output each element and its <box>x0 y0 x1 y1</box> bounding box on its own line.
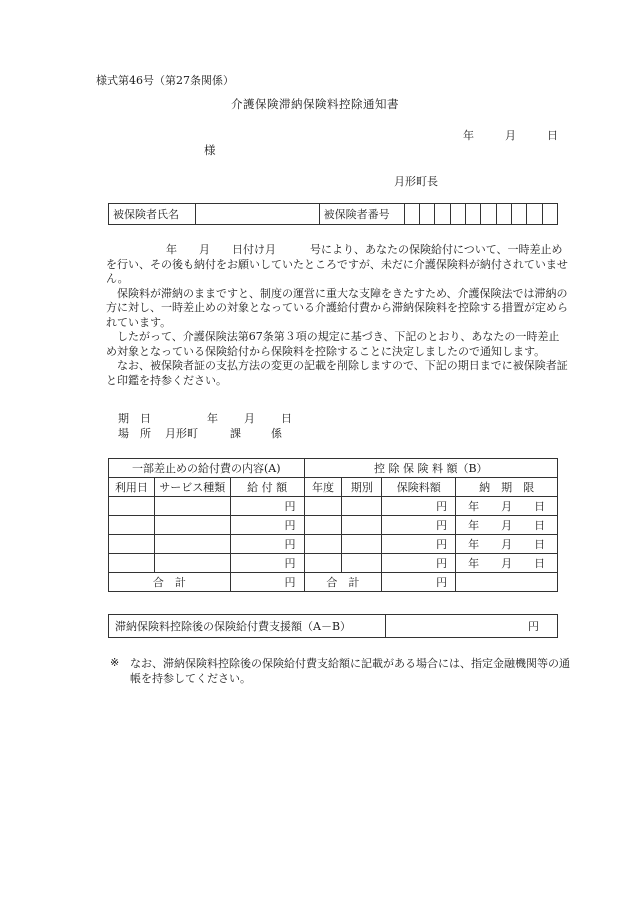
section-b-header: 控 除 保 険 料 額（B） <box>304 459 557 478</box>
benefit-amount-cell[interactable] <box>230 554 304 573</box>
due-month: 月 <box>501 537 513 551</box>
service-cell[interactable] <box>154 554 230 573</box>
total-a-amount[interactable] <box>230 573 304 592</box>
fiscal-year-cell[interactable] <box>304 516 342 535</box>
table-row <box>109 535 558 554</box>
schedule-month: 月 <box>244 412 255 425</box>
insured-number-digit[interactable] <box>435 204 450 225</box>
period-cell[interactable] <box>342 554 382 573</box>
fiscal-year-cell[interactable] <box>304 497 342 516</box>
use-date-cell[interactable] <box>109 554 155 573</box>
body-paragraph-1 <box>106 243 570 287</box>
body-p1-rest: 号により、あなたの保険給付について、一時差止めを行い、その後も納付をお願いしていたところですが、未だに介護保険料が納付されていません。 <box>106 243 568 285</box>
use-date-cell[interactable] <box>109 535 155 554</box>
addressee-suffix: 様 <box>204 143 216 157</box>
yen-unit: 円 <box>436 499 448 513</box>
body-paragraph-2: 保険料が滞納のままですと、制度の運営に重大な支障をきたすため、介護保険法では滞納の方に対し、一時差止めの対象となっている介護給付費から滞納保険料を控除する措置が定められています。 <box>106 286 568 329</box>
table-row <box>109 554 558 573</box>
col-benefit-amount: 給 付 額 <box>230 478 304 497</box>
due-year: 年 <box>468 556 480 570</box>
yen-unit: 円 <box>284 575 296 589</box>
notice-body <box>106 243 570 388</box>
insured-number-digit[interactable] <box>404 204 419 225</box>
benefit-amount-cell[interactable] <box>230 497 304 516</box>
table-row <box>109 516 558 535</box>
net-benefit-table <box>108 614 558 638</box>
form-number: 様式第46号（第27条関係） <box>96 74 234 87</box>
schedule-year: 年 <box>207 412 218 425</box>
issue-date-day: 日 <box>547 129 558 142</box>
due-date-cell[interactable] <box>456 535 558 554</box>
issue-date <box>463 127 558 143</box>
body-paragraph-4: なお、被保険者証の支払方法の変更の記載を削除しますので、下記の期日までに被保険者証と印鑑を持参ください。 <box>106 359 568 387</box>
insured-person-table <box>108 203 558 225</box>
insured-number-digit[interactable] <box>527 204 542 225</box>
schedule-date-row <box>118 412 292 427</box>
service-cell[interactable] <box>154 516 230 535</box>
yen-unit: 円 <box>436 537 448 551</box>
insured-number-digit[interactable] <box>465 204 480 225</box>
insured-number-digit[interactable] <box>481 204 496 225</box>
document-title: 介護保険滞納保険料控除通知書 <box>231 97 399 111</box>
insured-number-label: 被保険者番号 <box>319 204 404 225</box>
col-service-type: サービス種類 <box>154 478 230 497</box>
premium-amount-cell[interactable] <box>382 516 456 535</box>
body-date-ref: 日付け月 <box>232 243 276 256</box>
appointment-schedule <box>118 412 292 441</box>
due-day: 日 <box>534 518 546 532</box>
net-benefit-label: 滞納保険料控除後の保険給付費支援額（A－B） <box>109 615 386 638</box>
due-year: 年 <box>468 518 480 532</box>
yen-unit: 円 <box>436 518 448 532</box>
yen-unit: 円 <box>436 556 448 570</box>
note-mark: ※ <box>110 656 120 669</box>
premium-amount-cell[interactable] <box>382 535 456 554</box>
schedule-section: 課 <box>230 426 241 440</box>
insured-number-digit[interactable] <box>511 204 526 225</box>
total-b-amount[interactable] <box>382 573 456 592</box>
yen-unit: 円 <box>284 499 296 513</box>
issue-date-month: 月 <box>505 129 516 142</box>
service-cell[interactable] <box>154 497 230 516</box>
benefit-amount-cell[interactable] <box>230 535 304 554</box>
fiscal-year-cell[interactable] <box>304 535 342 554</box>
insured-number-digit[interactable] <box>542 204 557 225</box>
due-date-cell[interactable] <box>456 554 558 573</box>
issue-date-year: 年 <box>463 129 474 142</box>
net-benefit-amount[interactable] <box>386 615 558 638</box>
body-year: 年 <box>166 243 177 256</box>
body-paragraph-3: したがって、介護保険法第67条第３項の規定に基づき、下記のとおり、あなたの一時差止め対象となっている保険給付から保険料を控除することに決定しましたので通知します。 <box>106 330 560 358</box>
schedule-place-label: 場 所 <box>118 426 151 440</box>
total-blank <box>456 573 558 592</box>
due-month: 月 <box>501 499 513 513</box>
schedule-place-row <box>118 427 292 442</box>
insured-name-label: 被保険者氏名 <box>109 204 196 225</box>
col-due-date: 納 期 限 <box>456 478 558 497</box>
use-date-cell[interactable] <box>109 497 155 516</box>
due-day: 日 <box>534 499 546 513</box>
use-date-cell[interactable] <box>109 516 155 535</box>
schedule-town: 月形町 <box>165 426 198 440</box>
due-month: 月 <box>501 518 513 532</box>
service-cell[interactable] <box>154 535 230 554</box>
yen-unit: 円 <box>284 537 296 551</box>
due-year: 年 <box>468 537 480 551</box>
due-day: 日 <box>534 556 546 570</box>
col-period: 期別 <box>342 478 382 497</box>
yen-unit: 円 <box>284 518 296 532</box>
col-fiscal-year: 年度 <box>304 478 342 497</box>
body-month: 月 <box>199 243 210 256</box>
schedule-date-label: 期 日 <box>118 412 151 425</box>
premium-amount-cell[interactable] <box>382 497 456 516</box>
yen-unit: 円 <box>436 575 448 589</box>
schedule-staff: 係 <box>271 426 282 440</box>
col-use-date: 利用日 <box>109 478 155 497</box>
yen-unit: 円 <box>528 619 539 633</box>
insured-number-digit[interactable] <box>496 204 511 225</box>
fiscal-year-cell[interactable] <box>304 554 342 573</box>
insured-number-digit[interactable] <box>450 204 465 225</box>
due-date-cell[interactable] <box>456 497 558 516</box>
insured-name-field[interactable] <box>195 204 319 225</box>
period-cell[interactable] <box>342 497 382 516</box>
period-cell[interactable] <box>342 535 382 554</box>
issuer-name: 月形町長 <box>394 175 438 188</box>
deduction-detail-table <box>108 458 558 592</box>
due-date-cell[interactable] <box>456 516 558 535</box>
schedule-day: 日 <box>281 412 292 425</box>
benefit-amount-cell[interactable] <box>230 516 304 535</box>
total-row <box>109 573 558 592</box>
note-text: なお、滞納保険料控除後の保険給付費支給額に記載がある場合には、指定金融機関等の通帳を持参してください。 <box>130 657 570 685</box>
insured-number-digit[interactable] <box>419 204 434 225</box>
yen-unit: 円 <box>284 556 296 570</box>
col-premium-amount: 保険料額 <box>382 478 456 497</box>
table-row <box>109 497 558 516</box>
due-month: 月 <box>501 556 513 570</box>
period-cell[interactable] <box>342 516 382 535</box>
due-day: 日 <box>534 537 546 551</box>
section-a-header: 一部差止めの給付費の内容(A) <box>109 459 305 478</box>
total-b-label: 合 計 <box>304 573 382 592</box>
premium-amount-cell[interactable] <box>382 554 456 573</box>
due-year: 年 <box>468 499 480 513</box>
total-a-label: 合 計 <box>109 573 231 592</box>
